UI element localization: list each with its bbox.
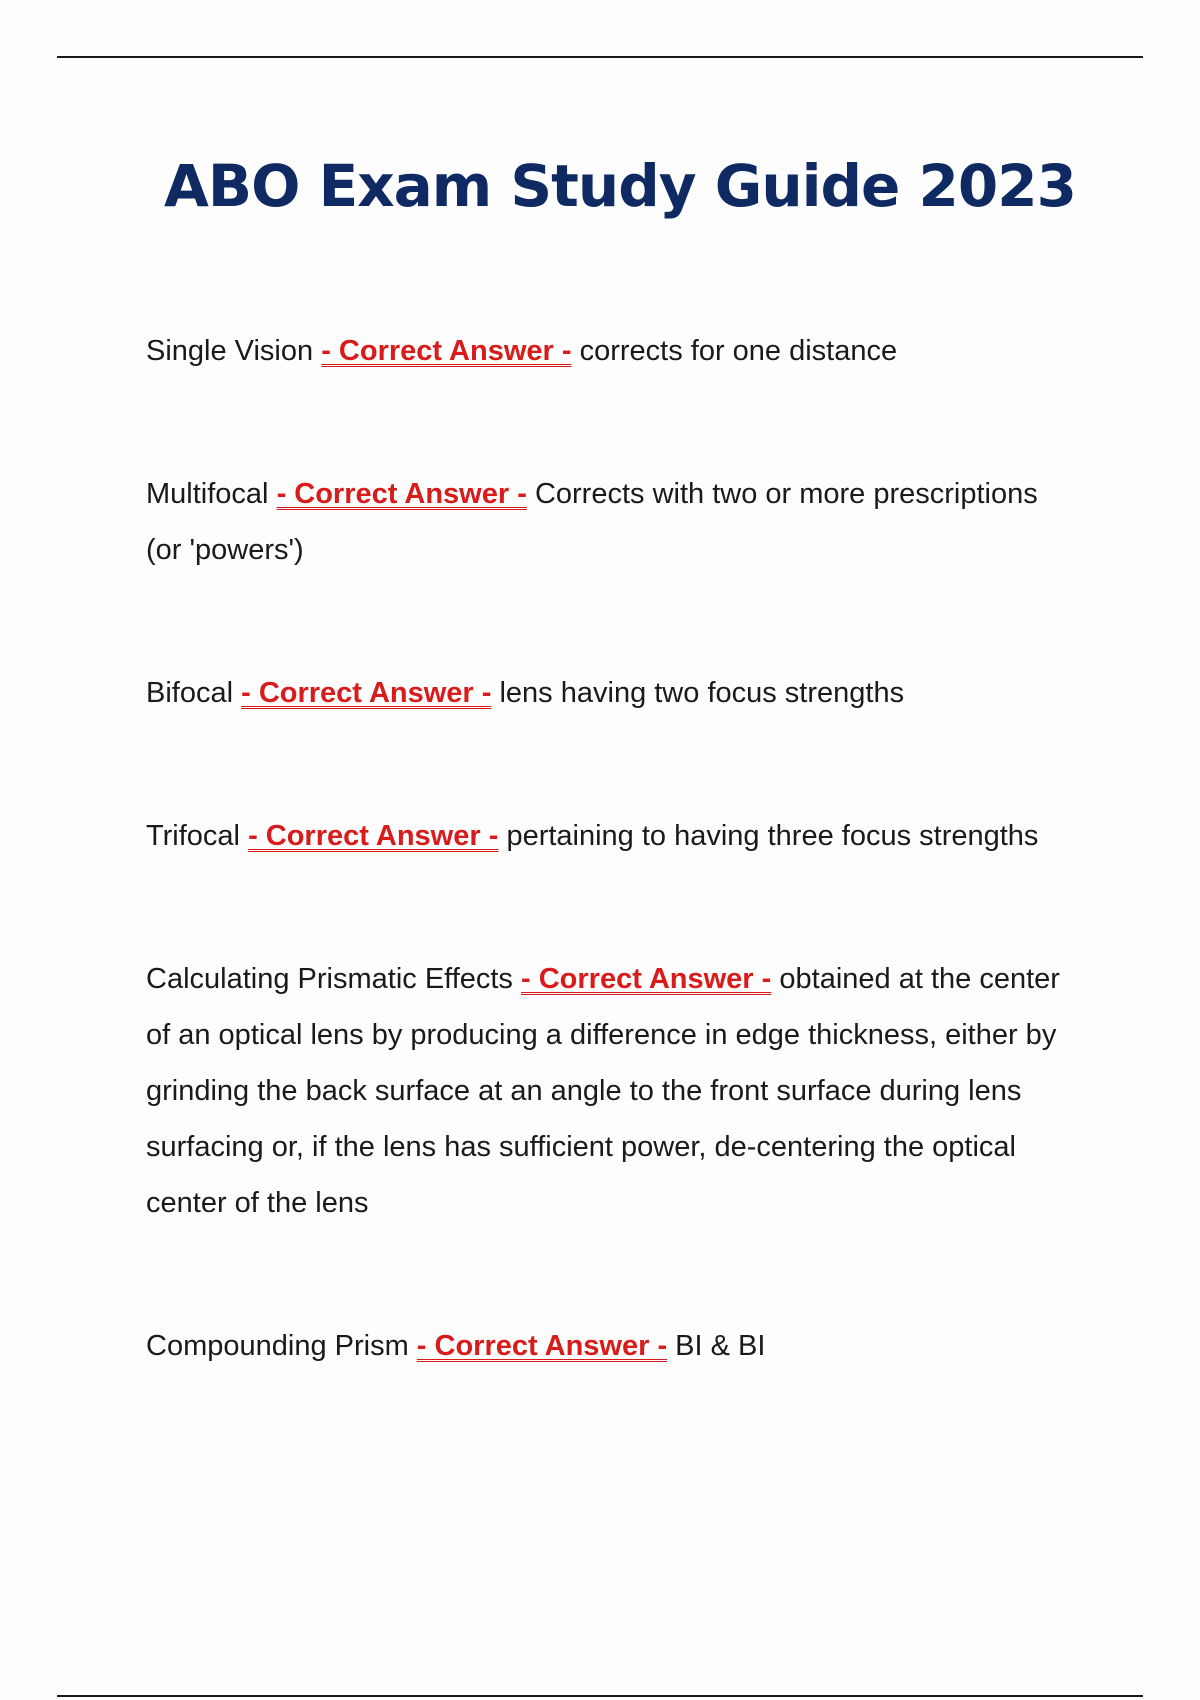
correct-answer-tag: - Correct Answer - [241,677,492,709]
entry-term: Compounding Prism [146,1330,409,1362]
entry-term: Calculating Prismatic Effects [146,963,513,995]
qa-entry [146,665,1076,721]
correct-answer-tag: - Correct Answer - [416,1330,668,1362]
entry-term: Bifocal [146,677,234,709]
entry-definition: obtained at the center of an optical lens by producing a difference in edge thickness, either by grinding the back surface at an angle to the front surface during lens surfacing or, if the lens has sufficient power, de-centering the optical center of the lens [146,963,1060,1219]
correct-answer-tag: - Correct Answer - [248,820,499,852]
correct-answer-tag: - Correct Answer - [276,478,527,510]
qa-entry [146,466,1076,578]
qa-entry-list [146,323,1076,1461]
qa-entry [146,323,1076,379]
header-rule [57,56,1143,58]
qa-entry [146,808,1076,864]
qa-entry [146,1318,1076,1374]
correct-answer-tag: - Correct Answer - [321,335,572,367]
entry-definition: Corrects with two or more prescriptions (or 'powers') [146,478,1038,566]
entry-definition: BI & BI [675,1330,766,1362]
entry-definition: corrects for one distance [579,335,898,367]
qa-entry [146,951,1076,1231]
document-title: ABO Exam Study Guide 2023 [164,152,1076,220]
entry-term: Single Vision [146,335,314,367]
correct-answer-tag: - Correct Answer - [521,963,772,995]
entry-term: Trifocal [146,820,240,852]
footer-rule [57,1695,1143,1697]
entry-definition: lens having two focus strengths [499,677,905,709]
entry-definition: pertaining to having three focus strengths [506,820,1039,852]
entry-term: Multifocal [146,478,269,510]
